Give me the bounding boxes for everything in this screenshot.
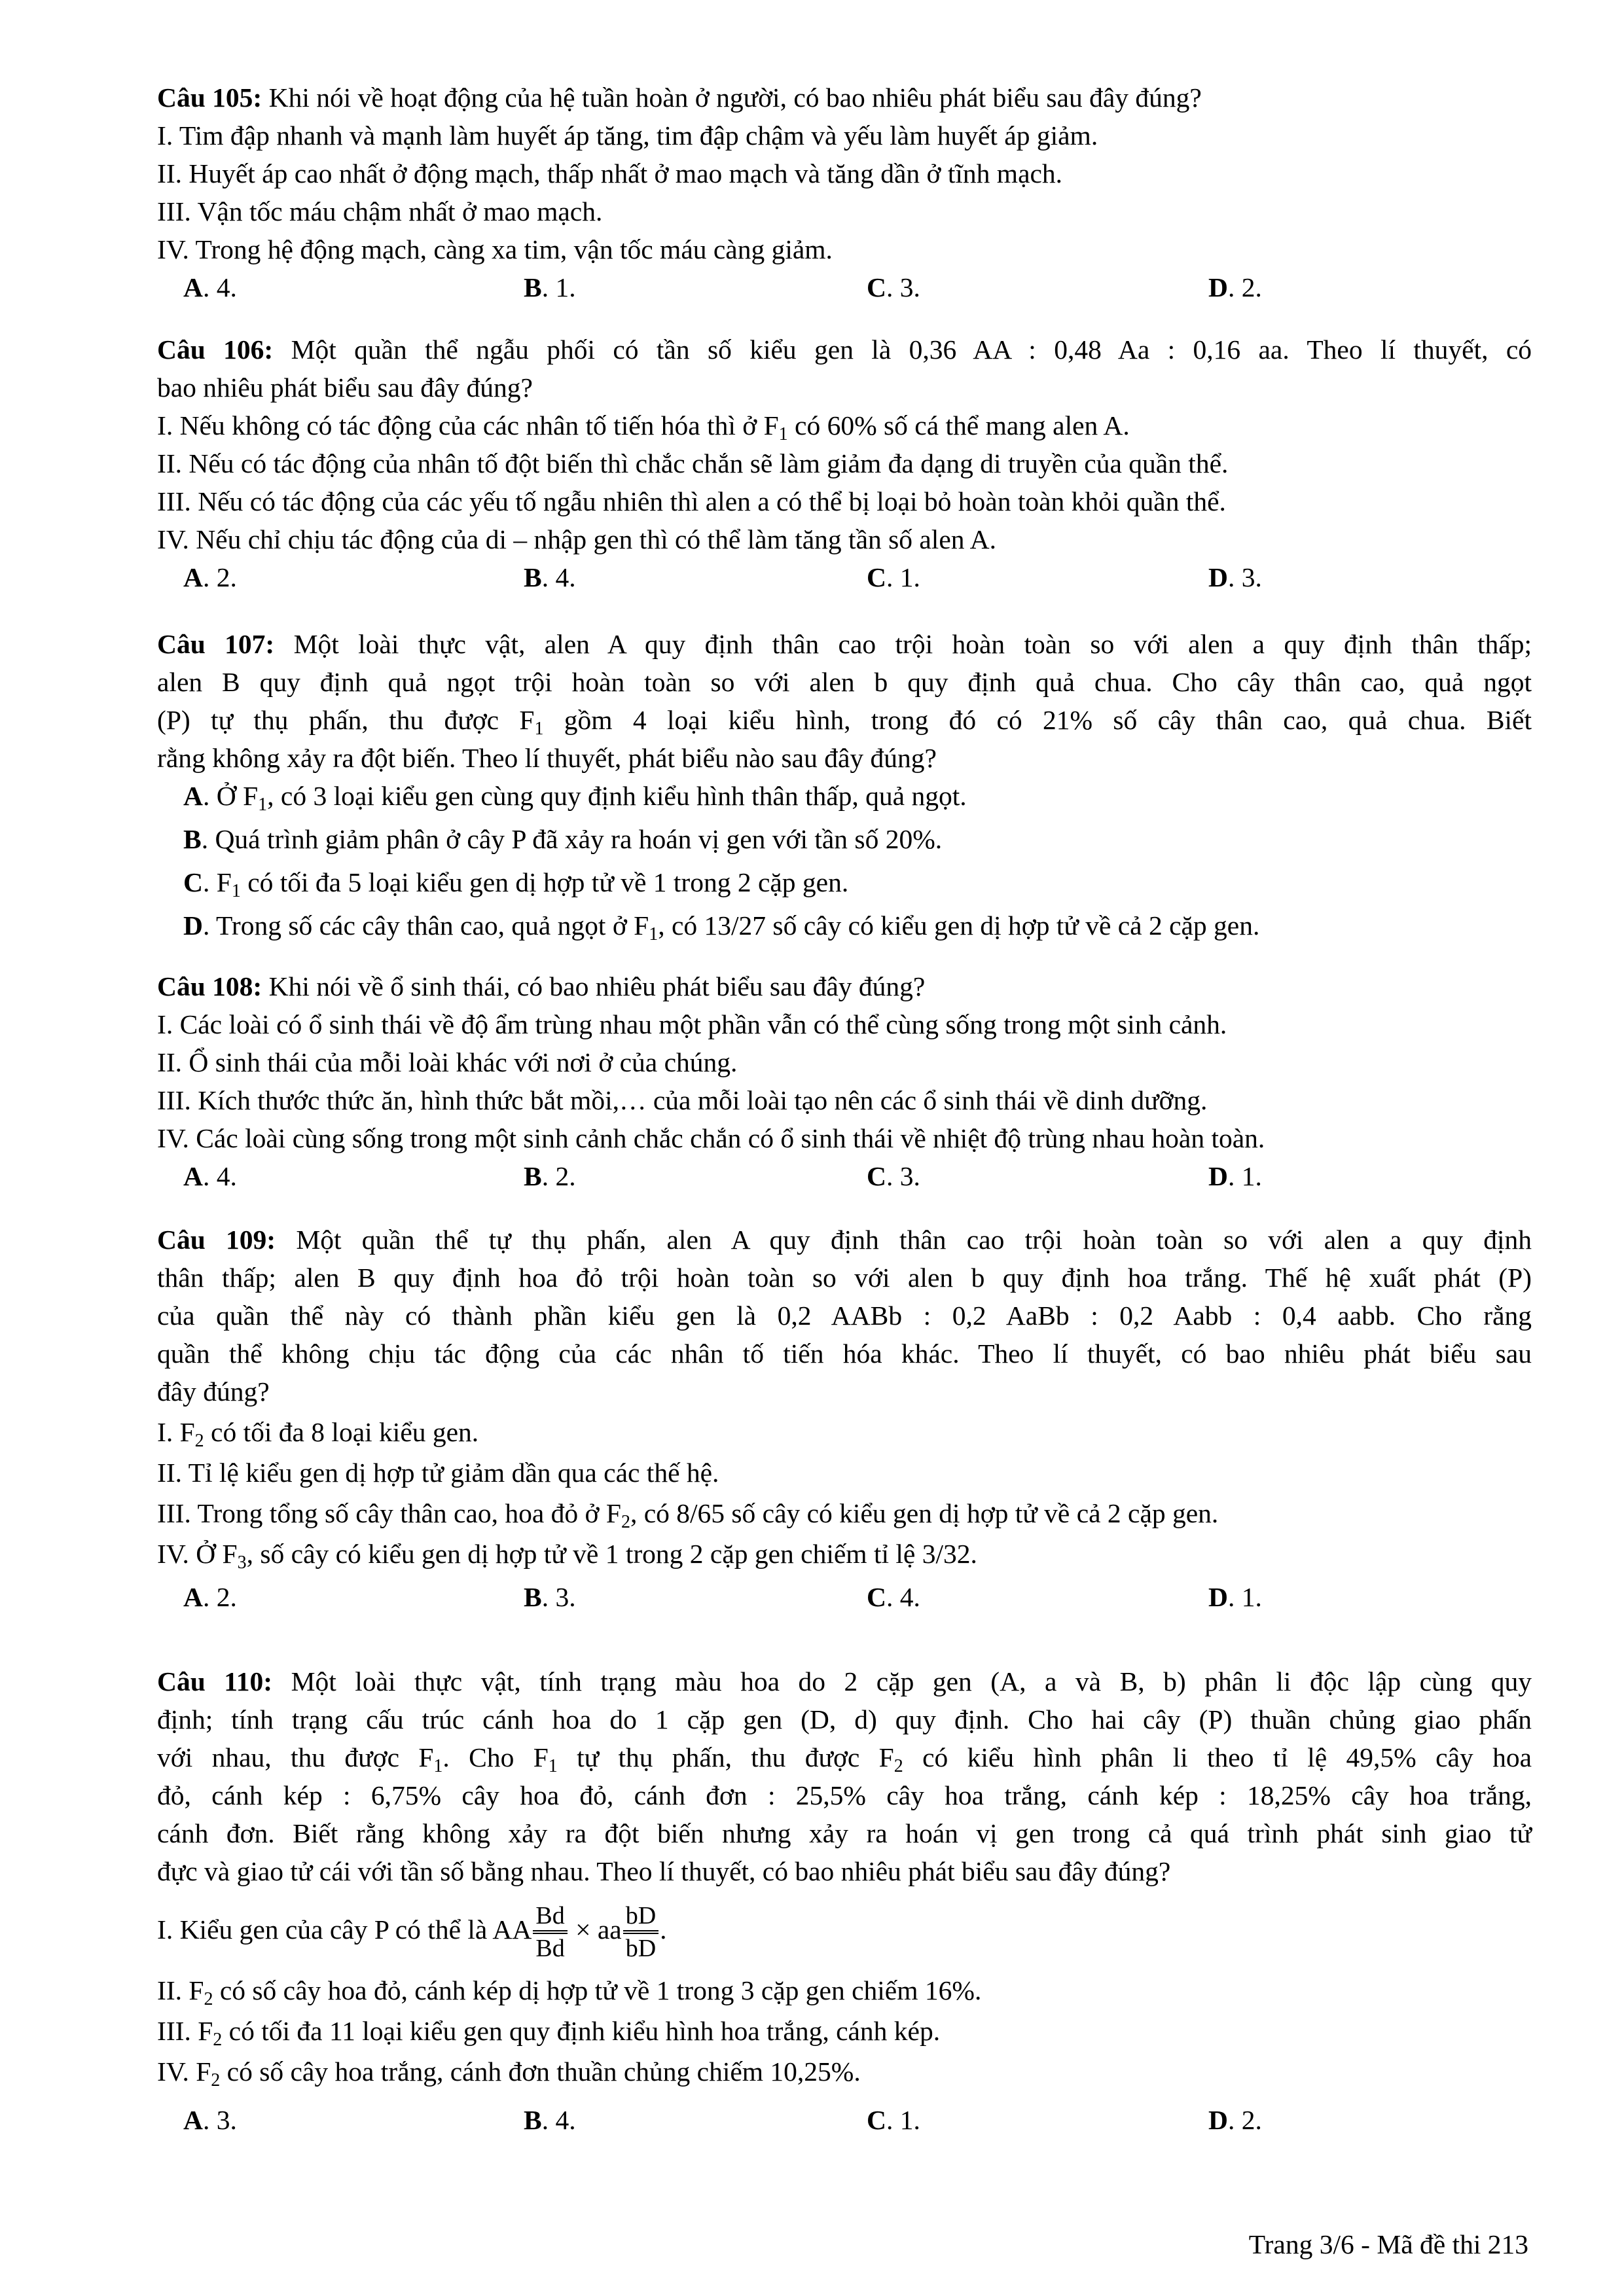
- stem-text: gồm 4 loại kiểu hình, trong đó có 21% số cây thân cao, quả chua. Biết: [564, 705, 1532, 735]
- statement-text: , số cây có kiểu gen dị hợp tử về 1 trong 2 cặp gen chiếm tỉ lệ 3/32.: [246, 1539, 977, 1569]
- question-stem: [157, 1221, 1532, 1259]
- option-b[interactable]: B. Quá trình giảm phân ở cây P đã xảy ra hoán vị gen với tần số 20%.: [183, 824, 943, 854]
- answer-value: 2.: [1241, 272, 1262, 302]
- question-stem: [157, 331, 1532, 368]
- answer-value: 3.: [1241, 562, 1262, 592]
- answer-d[interactable]: D. 2.: [1208, 2105, 1262, 2135]
- stem-line-6: đực và giao tử cái với tần số bằng nhau. Theo lí thuyết, có bao nhiêu phát biểu sau đây đúng?: [157, 1856, 1171, 1886]
- option-d[interactable]: D. Trong số các cây thân cao, quả ngọt ở $F_1$, có 13/27 số cây có kiểu gen dị hợp tử về cả 2 cặp gen.: [183, 910, 1260, 944]
- subscript: 2: [204, 1989, 213, 2009]
- subscript: 1: [778, 424, 788, 444]
- question-107: [157, 625, 1532, 944]
- subscript: 2: [213, 2030, 223, 2050]
- stem-text: Khi nói về hoạt động của hệ tuần hoàn ở người, có bao nhiêu phát biểu sau đây đúng?: [268, 82, 1202, 113]
- statement-1: [157, 1890, 1532, 1969]
- stem-line-4: quần thể không chịu tác động của các nhân tố tiến hóa khác. Theo lí thuyết, có bao nhiêu phát biểu sau: [157, 1338, 1532, 1369]
- statement-text: I. F: [157, 1417, 195, 1447]
- question-number: Câu 110:: [157, 1666, 273, 1696]
- stem-line-5: đây đúng?: [157, 1376, 270, 1407]
- stem-line-5: cánh đơn. Biết rằng không xảy ra đột biến nhưng xảy ra hoán vị gen trong cả quá trình phát sinh giao tử: [157, 1818, 1532, 1848]
- answer-value: 1.: [1241, 1582, 1262, 1612]
- option-key: A: [183, 781, 203, 811]
- statement-2: II. Nếu có tác động của nhân tố đột biến thì chắc chắn sẽ làm giảm đa dạng di truyền của quần thể.: [157, 448, 1229, 478]
- statement-text: III. Trong tổng số cây thân cao, hoa đỏ ở F: [157, 1498, 621, 1528]
- option-text: Quá trình giảm phân ở cây P đã xảy ra hoán vị gen với tần số 20%.: [215, 824, 943, 854]
- answer-b[interactable]: B. 3.: [524, 1582, 576, 1612]
- statement-1: [157, 406, 1532, 444]
- answer-key: C: [867, 2105, 886, 2135]
- stem-line-2: alen B quy định quả ngọt trội hoàn toàn so với alen b quy định quả chua. Cho cây thân cao, quả ngọt: [157, 667, 1532, 697]
- question-number: Câu 105:: [157, 82, 262, 113]
- subscript: 2: [893, 1756, 903, 1776]
- answer-b[interactable]: B. 2.: [524, 1161, 576, 1191]
- statement-1: I. Các loài có ổ sinh thái về độ ẩm trùng nhau một phần vẫn có thể cùng sống trong một sinh cảnh.: [157, 1009, 1227, 1039]
- answer-key: B: [524, 2105, 542, 2135]
- statement-1: [157, 1413, 1532, 1451]
- answer-key: A: [183, 1161, 203, 1191]
- statement-text: I. Nếu không có tác động của các nhân tố tiến hóa thì ở F: [157, 410, 779, 440]
- option-key: C: [183, 867, 203, 897]
- statement-text: IV. Ở F: [157, 1539, 238, 1569]
- answer-value: 2.: [1241, 2105, 1262, 2135]
- answer-a[interactable]: A. 2.: [183, 562, 237, 592]
- option-text: Trong số các cây thân cao, quả ngọt ở F: [216, 910, 649, 941]
- stem-text: . Cho F: [442, 1742, 549, 1772]
- answer-c[interactable]: C. 1.: [867, 562, 920, 592]
- stem-text: Khi nói về ổ sinh thái, có bao nhiêu phát biểu sau đây đúng?: [268, 971, 926, 1001]
- subscript: 1: [433, 1756, 443, 1776]
- statement-text: IV. F: [157, 2056, 211, 2087]
- stem-text: (P) tự thụ phấn, thu được F: [157, 705, 535, 735]
- answer-key: C: [867, 562, 886, 592]
- statement-text: II. F: [157, 1975, 204, 2005]
- statement-2: II. Ổ sinh thái của mỗi loài khác với nơi ở của chúng.: [157, 1047, 738, 1077]
- answer-value: 4.: [555, 562, 576, 592]
- question-stem: [157, 1662, 1532, 1700]
- question-stem: [157, 79, 1532, 117]
- answer-value: 1.: [555, 272, 576, 302]
- answer-b[interactable]: B. 4.: [524, 2105, 576, 2135]
- question-109: [157, 1221, 1532, 1616]
- stem-text: tự thụ phấn, thu được F: [577, 1742, 894, 1772]
- answer-row: [157, 1578, 1532, 1616]
- option-text: , có 3 loại kiểu gen cùng quy định kiểu hình thân thấp, quả ngọt.: [267, 781, 967, 811]
- stem-line-3: của quần thể này có thành phần kiểu gen là 0,2 AABb : 0,2 AaBb : 0,2 Aabb : 0,4 aabb. Cho rằng: [157, 1300, 1532, 1331]
- statement-text: có tối đa 8 loại kiểu gen.: [211, 1417, 479, 1447]
- question-number: Câu 109:: [157, 1225, 276, 1255]
- question-106: [157, 331, 1532, 596]
- option-key: B: [183, 824, 202, 854]
- question-105: [157, 79, 1532, 306]
- answer-key: D: [1208, 1161, 1228, 1191]
- option-key: D: [183, 910, 203, 941]
- option-c[interactable]: C. $F_1$ có tối đa 5 loại kiểu gen dị hợp tử về 1 trong 2 cặp gen.: [183, 867, 849, 901]
- statement-2: [157, 1971, 1532, 2009]
- statement-3: [157, 2012, 1532, 2050]
- answer-row: [157, 268, 1532, 306]
- answer-a[interactable]: A. 2.: [183, 1582, 237, 1612]
- statement-3: [157, 1494, 1532, 1532]
- statement-3: III. Vận tốc máu chậm nhất ở mao mạch.: [157, 196, 603, 226]
- answer-d[interactable]: D. 3.: [1208, 562, 1262, 592]
- answer-key: B: [524, 272, 542, 302]
- answer-key: C: [867, 272, 886, 302]
- answer-value: 4.: [899, 1582, 920, 1612]
- stem-text: Một quần thể tự thụ phấn, alen A quy định thân cao trội hoàn toàn so với alen a quy định: [296, 1225, 1532, 1255]
- question-stem: [157, 967, 1532, 1005]
- stem-line-2: định; tính trạng cấu trúc cánh hoa do 1 cặp gen (D, d) quy định. Cho hai cây (P) thuần chủng giao phấn: [157, 1704, 1532, 1734]
- stem-text: Một quần thể ngẫu phối có tần số kiểu gen là 0,36 AA : 0,48 Aa : 0,16 aa. Theo lí thuyết, có: [291, 334, 1532, 365]
- answer-d[interactable]: D. 1.: [1208, 1582, 1262, 1612]
- stem-text: Một loài thực vật, tính trạng màu hoa do 2 cặp gen (A, a và B, b) phân li độc lập cùng quy: [291, 1666, 1532, 1696]
- answer-key: D: [1208, 1582, 1228, 1612]
- stem-line-3: [157, 1738, 1532, 1776]
- answer-c[interactable]: C. 1.: [867, 2105, 920, 2135]
- fraction-numerator: Bd: [533, 1901, 567, 1934]
- answer-value: 1.: [1241, 1161, 1262, 1191]
- answer-a[interactable]: A. 4.: [183, 1161, 237, 1191]
- statement-4: IV. Các loài cùng sống trong một sinh cảnh chắc chắn có ổ sinh thái về nhiệt độ trùng nhau hoàn toàn.: [157, 1123, 1265, 1153]
- answer-value: 3.: [899, 1161, 920, 1191]
- question-stem: [157, 625, 1532, 663]
- statement-text: có 60% số cá thể mang alen A.: [795, 410, 1130, 440]
- subscript: 1: [258, 795, 268, 815]
- statement-3: III. Kích thước thức ăn, hình thức bắt mồi,… của mỗi loài tạo nên các ổ sinh thái về dinh dưỡng.: [157, 1085, 1208, 1115]
- statement-3: III. Nếu có tác động của các yếu tố ngẫu nhiên thì alen a có thể bị loại bỏ hoàn toàn khỏi quần thể.: [157, 486, 1226, 516]
- statement-text: có số cây hoa đỏ, cánh kép dị hợp tử về 1 trong 3 cặp gen chiếm 16%.: [219, 1975, 982, 2005]
- stem-continued: bao nhiêu phát biểu sau đây đúng?: [157, 372, 533, 403]
- question-number: Câu 106:: [157, 334, 274, 365]
- statement-4: IV. Nếu chỉ chịu tác động của di – nhập gen thì có thể làm tăng tần số alen A.: [157, 524, 996, 554]
- fraction-numerator: bD: [623, 1901, 659, 1934]
- answer-value: 3.: [899, 272, 920, 302]
- answer-c[interactable]: C. 3.: [867, 272, 920, 302]
- stem-text: Một loài thực vật, alen A quy định thân cao trội hoàn toàn so với alen a quy định thân thấp;: [293, 629, 1532, 659]
- answer-key: C: [867, 1161, 886, 1191]
- answer-a[interactable]: A. 3.: [183, 2105, 237, 2135]
- answer-value: 1.: [899, 562, 920, 592]
- answer-key: A: [183, 2105, 203, 2135]
- subscript: 2: [621, 1512, 630, 1532]
- fraction-denominator: Bd: [535, 1935, 565, 1963]
- answer-b[interactable]: B. 1.: [524, 272, 576, 302]
- option-a[interactable]: A. Ở $F_1$, có 3 loại kiểu gen cùng quy định kiểu hình thân thấp, quả ngọt.: [183, 781, 967, 815]
- genotype-fraction-2: [623, 1901, 659, 1963]
- answer-key: A: [183, 562, 203, 592]
- answer-key: D: [1208, 2105, 1228, 2135]
- answer-key: A: [183, 1582, 203, 1612]
- answer-a[interactable]: A. 4.: [183, 272, 237, 302]
- answer-d[interactable]: D. 1.: [1208, 1161, 1262, 1191]
- subscript: 1: [534, 719, 544, 739]
- option-text: có tối đa 5 loại kiểu gen dị hợp tử về 1 trong 2 cặp gen.: [247, 867, 849, 897]
- stem-line-4: rằng không xảy ra đột biến. Theo lí thuyết, phát biểu nào sau đây đúng?: [157, 743, 937, 773]
- stem-line-2: thân thấp; alen B quy định hoa đỏ trội hoàn toàn so với alen b quy định hoa trắng. Thế hệ xuất phát (P): [157, 1263, 1532, 1293]
- stem-text: có kiểu hình phân li theo tỉ lệ 49,5% cây hoa: [922, 1742, 1532, 1772]
- answer-key: B: [524, 1582, 542, 1612]
- subscript: 1: [548, 1756, 558, 1776]
- answer-value: 2.: [555, 1161, 576, 1191]
- statement-2: II. Huyết áp cao nhất ở động mạch, thấp nhất ở mao mạch và tăng dần ở tĩnh mạch.: [157, 158, 1063, 188]
- stem-text: với nhau, thu được F: [157, 1742, 434, 1772]
- stem-line-4: đỏ, cánh kép : 6,75% cây hoa đỏ, cánh đơn : 25,5% cây hoa trắng, cánh kép : 18,25% cây hoa trắng,: [157, 1780, 1532, 1810]
- answer-key: D: [1208, 562, 1228, 592]
- answer-b[interactable]: B. 4.: [524, 562, 576, 592]
- fraction-denominator: bD: [625, 1935, 657, 1963]
- statement-text: có số cây hoa trắng, cánh đơn thuần chủng chiếm 10,25%.: [226, 2056, 861, 2087]
- question-number: Câu 108:: [157, 971, 262, 1001]
- subscript: 1: [231, 881, 241, 901]
- statement-4: [157, 2053, 1532, 2090]
- subscript: 1: [649, 924, 659, 944]
- answer-row: [157, 558, 1532, 596]
- answer-row: [157, 1157, 1532, 1195]
- statement-text: III. F: [157, 2016, 213, 2046]
- answer-key: B: [524, 1161, 542, 1191]
- answer-value: 2.: [216, 562, 237, 592]
- question-number: Câu 107:: [157, 629, 275, 659]
- answer-value: 4.: [216, 1161, 237, 1191]
- subscript: 2: [211, 2070, 221, 2090]
- answer-key: A: [183, 272, 203, 302]
- answer-c[interactable]: C. 4.: [867, 1582, 920, 1612]
- answer-value: 3.: [555, 1582, 576, 1612]
- page-footer: Trang 3/6 - Mã đề thi 213: [1248, 2229, 1528, 2259]
- statement-text: .: [660, 1914, 667, 1945]
- answer-key: B: [524, 562, 542, 592]
- answer-key: D: [1208, 272, 1228, 302]
- statement-text: I. Kiểu gen của cây P có thể là AA: [157, 1914, 532, 1945]
- answer-value: 4.: [216, 272, 237, 302]
- genotype-fraction-1: [533, 1901, 567, 1963]
- statement-text: , có 8/65 số cây có kiểu gen dị hợp tử về cả 2 cặp gen.: [630, 1498, 1219, 1528]
- statement-1: I. Tim đập nhanh và mạnh làm huyết áp tăng, tim đập chậm và yếu làm huyết áp giảm.: [157, 120, 1098, 151]
- subscript: 3: [237, 1552, 247, 1573]
- answer-value: 4.: [555, 2105, 576, 2135]
- option-text: F: [216, 867, 232, 897]
- statement-text: × aa: [568, 1914, 622, 1945]
- answer-value: 2.: [216, 1582, 237, 1612]
- answer-value: 1.: [899, 2105, 920, 2135]
- answer-key: C: [867, 1582, 886, 1612]
- statement-text: có tối đa 11 loại kiểu gen quy định kiểu hình hoa trắng, cánh kép.: [228, 2016, 941, 2046]
- stem-line-3: [157, 701, 1532, 739]
- answer-d[interactable]: D. 2.: [1208, 272, 1262, 302]
- answer-c[interactable]: C. 3.: [867, 1161, 920, 1191]
- statement-2: II. Tỉ lệ kiểu gen dị hợp tử giảm dần qua các thế hệ.: [157, 1458, 719, 1488]
- subscript: 2: [194, 1431, 204, 1451]
- question-108: [157, 967, 1532, 1195]
- question-110: [157, 1662, 1532, 2139]
- answer-value: 3.: [216, 2105, 237, 2135]
- statement-4: [157, 1535, 1532, 1573]
- answer-row: [157, 2101, 1532, 2139]
- statement-4: IV. Trong hệ động mạch, càng xa tim, vận tốc máu càng giảm.: [157, 234, 833, 264]
- option-text: Ở F: [216, 781, 259, 811]
- option-text: , có 13/27 số cây có kiểu gen dị hợp tử về cả 2 cặp gen.: [658, 910, 1260, 941]
